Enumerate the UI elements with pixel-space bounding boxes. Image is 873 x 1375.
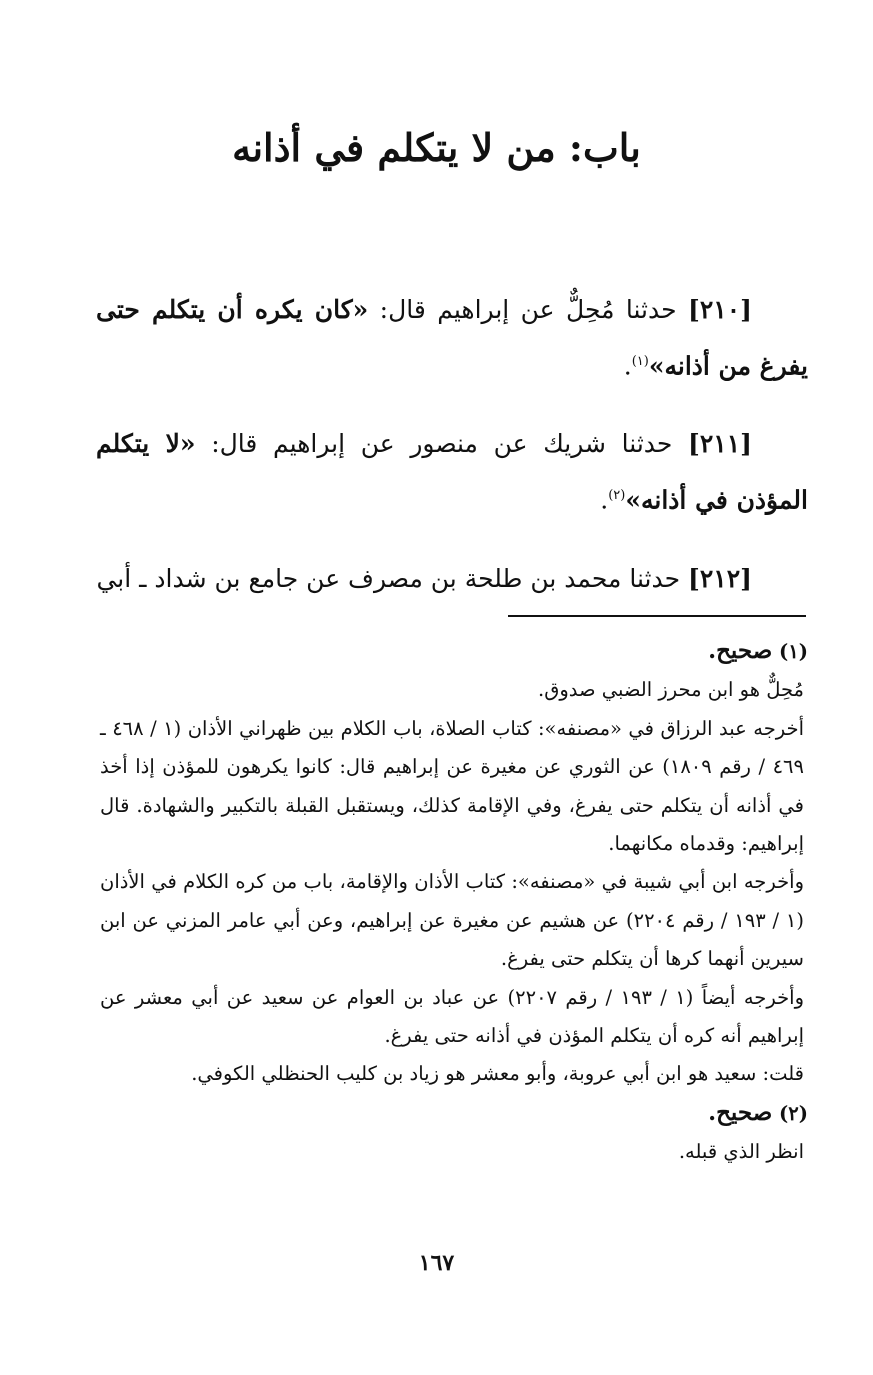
footnote-1-line: قلت: سعيد هو ابن أبي عروبة، وأبو معشر هو زياد بن كليب الحنظلي الكوفي. [191,1062,804,1086]
hadith-quote: «لا يتكلم المؤذن في أذانه» [96,429,808,515]
footnote-1-line: أخرجه عبد الرزاق في «مصنفه»: كتاب الصلاة، باب الكلام بين ظهراني الأذان (١ / ٤٦٨ ـ ٤٦٩ / رقم ١٨٠٩) عن الثوري عن مغيرة عن إبراهيم قال: كانوا يكرهون للمؤذن إذا أخذ في أذانه أن يتكلم حتى يفرغ، وفي الإقامة كذلك، ويستقبل القبلة بالتكبير والشهادة. قال إبراهيم: وقدماه مكانهما. [100,716,805,856]
footnote-1-line: مُحِلٌّ هو ابن محرز الضبي صدوق. [538,678,804,702]
footnote-grade: صحيح. [708,637,773,664]
hadith-number: [٢١٠] [688,295,753,324]
footnote-grade: صحيح. [708,1098,773,1126]
hadith-text: حدثنا محمد بن طلحة بن مصرف عن جامع بن شداد ـ أبي [96,563,689,593]
hadith-212 [96,553,808,605]
footnote-1-line: وأخرجه ابن أبي شيبة في «مصنفه»: كتاب الأذان والإقامة، باب من كره الكلام في الأذان (١ / ١٩٣ / رقم ٢٢٠٤) عن هشيم عن مغيرة عن إبراهيم، وعن أبي عامر المزني عن ابن سيرين أنهما كرها أن يتكلم حتى يفرغ. [100,870,804,971]
hadith-210 [96,284,808,392]
page-number: ١٦٧ [418,1250,455,1276]
hadith-quote: «كان يكره أن يتكلم حتى يفرغ من أذانه» [96,295,808,381]
footnotes [100,632,808,1172]
hadith-211 [96,418,808,526]
main-text [96,284,808,631]
footnote-1-line: وأخرجه أيضاً (١ / ١٩٣ / رقم ٢٢٠٧) عن عباد بن العوام عن سعيد عن أبي معشر عن إبراهيم أنه كره أن يتكلم المؤذن في أذانه حتى يفرغ. [100,985,805,1048]
footnote-1-head [100,632,808,671]
footnote-ref[interactable]: (٢) [608,488,626,504]
footnote-marker: (١) [779,640,808,663]
footnote-separator [508,615,806,617]
footnote-2-head [100,1094,808,1133]
hadith-end: . [600,485,609,515]
footnote-marker: (٢) [779,1101,808,1125]
hadith-number: [٢١٢] [688,563,752,593]
footnote-2-line: انظر الذي قبله. [678,1140,804,1164]
footnote-ref[interactable]: (١) [631,354,649,369]
chapter-title: باب: من لا يتكلم في أذانه [232,125,641,170]
hadith-text: حدثنا مُحِلٌّ عن إبراهيم قال: [368,295,689,324]
hadith-end: . [623,351,632,381]
hadith-number: [٢١١] [688,429,753,459]
hadith-text: حدثنا شريك عن منصور عن إبراهيم قال: [195,429,689,459]
